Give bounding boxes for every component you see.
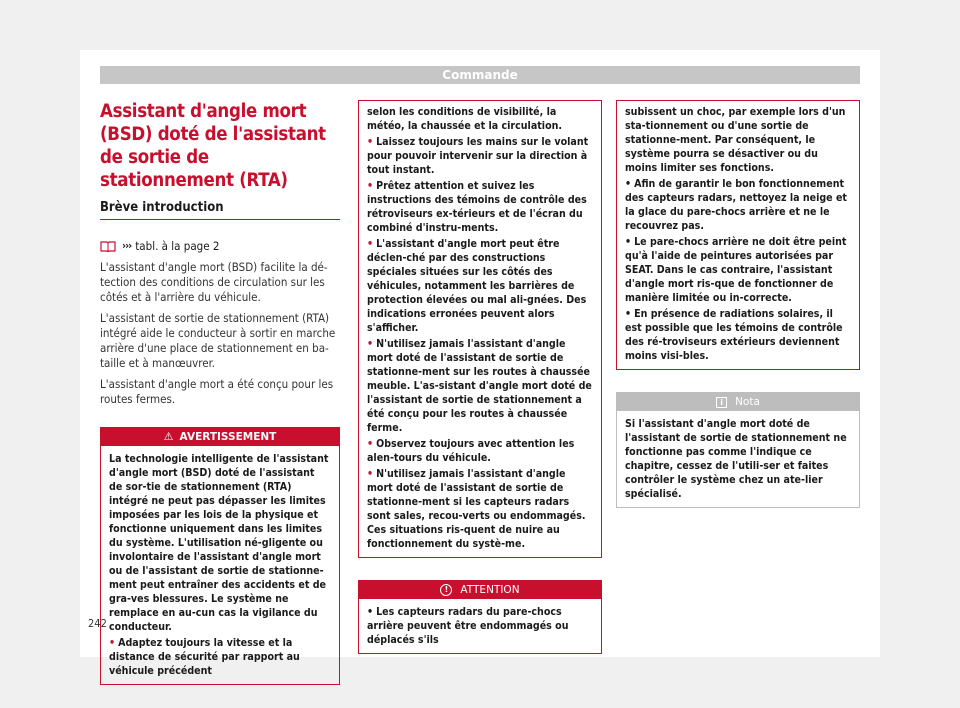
warning-triangle-icon: ⚠: [163, 430, 174, 443]
list-item-text: L'assistant d'angle mort peut être déclen-ché par des constructions spéciales situées sur les côtés des véhicules, notamment les barrières de protection élevées ou mal ali-gnées. Des indications erronées peuvent alors s'afficher.: [367, 238, 587, 334]
list-item: [367, 237, 593, 335]
paragraph: L'assistant de sortie de stationnement (RTA) intégré aide le conducteur à sortir en marche arrière d'une place de stationnement en ba-taille et à manœuvrer.: [100, 311, 336, 370]
attention-body: [617, 101, 859, 369]
warning-header: [101, 428, 339, 446]
list-item: [367, 467, 593, 551]
list-item-text: Prêtez attention et suivez les instructions des témoins de contrôle des rétroviseurs ex-térieurs et de l'écran du combiné d'instru-ments.: [367, 180, 587, 234]
list-item-text: Le pare-chocs arrière ne doit être peint qu'à l'aide de peintures autorisées par SEAT. Dans le cas contraire, l'assistant d'angle mort ris-que de fonctionner de manière limitée ou in-correcte.: [625, 236, 847, 304]
note-header: [617, 393, 859, 411]
column-3: [616, 100, 860, 508]
warning-box-continued: [358, 100, 602, 558]
column-1: [100, 100, 340, 685]
cross-reference[interactable]: [100, 238, 340, 254]
column-2: [358, 100, 602, 654]
section-subtitle: Brève introduction: [100, 200, 224, 215]
attention-box-continued: [616, 100, 860, 370]
info-icon: i: [716, 397, 727, 408]
list-item-text: N'utilisez jamais l'assistant d'angle mort doté de l'assistant de sortie de stationne-ment si les capteurs radars sont sales, recou-verts ou endommagés. Ces situations ris-quent de nuire au fonctionnement du systè-me.: [367, 468, 586, 550]
warning-body: [359, 101, 601, 557]
attention-header: [359, 581, 601, 599]
list-item-text: Observez toujours avec attention les alen-tours du véhicule.: [367, 438, 575, 464]
bullet-dot-icon: •: [109, 637, 116, 649]
warning-body: [101, 446, 339, 684]
paragraph: L'assistant d'angle mort a été conçu pour les routes fermes.: [100, 377, 334, 406]
note-body: [617, 411, 859, 507]
bullet-dot-icon: •: [367, 136, 374, 148]
list-item: [625, 235, 851, 305]
bullet-dot-icon: •: [625, 236, 632, 248]
bullet-dot-icon: •: [625, 308, 632, 320]
reference-text[interactable]: tabl. à la page 2: [135, 239, 220, 253]
attention-label: ATTENTION: [460, 584, 520, 596]
reference-arrows: ›››: [122, 239, 132, 252]
attention-circle-icon: !: [440, 584, 452, 596]
note-text: Si l'assistant d'angle mort doté de l'assistant de sortie de stationnement ne fonctionne pas comme l'indique ce chapitre, cessez de l'utili-ser et faites contrôler le système chez un ate-lier spécialisé.: [625, 418, 847, 500]
warning-box: [100, 427, 340, 685]
list-item-text: Afin de garantir le bon fonctionnement des capteurs radars, nettoyez la neige et la glace du pare-chocs arrière et ne le recouvrez pas.: [625, 178, 847, 232]
section-header: Commande: [100, 66, 860, 84]
bullet-dot-icon: •: [625, 178, 632, 190]
list-item: [367, 437, 593, 465]
warning-continuation: selon les conditions de visibilité, la météo, la chaussée et la circulation.: [367, 106, 563, 132]
list-item: [625, 307, 851, 363]
bullet-dot-icon: •: [367, 180, 374, 192]
list-item: [367, 605, 593, 647]
attention-body: [359, 599, 601, 653]
list-item-text: En présence de radiations solaires, il est possible que les témoins de contrôle des ré-troviseurs extérieurs deviennent moins visi-bles.: [625, 308, 843, 362]
list-item: [625, 177, 851, 233]
attention-box: [358, 580, 602, 654]
bullet-dot-icon: •: [367, 468, 374, 480]
list-item-text: N'utilisez jamais l'assistant d'angle mort doté de l'assistant de sortie de stationne-ment sur les routes à chaussée meuble. L'as-sistant d'angle mort doté de l'assistant de sortie de stationnement a été conçu pour les routes à chaussée ferme.: [367, 338, 592, 434]
bullet-dot-icon: •: [367, 438, 374, 450]
list-item: [109, 636, 331, 678]
page-number: 242: [88, 617, 107, 630]
note-label: Nota: [735, 396, 760, 408]
warning-label: AVERTISSEMENT: [179, 431, 277, 443]
book-icon: [100, 240, 116, 252]
bullet-dot-icon: •: [367, 606, 374, 618]
list-item-text: Adaptez toujours la vitesse et la distance de sécurité par rapport au véhicule précédent: [109, 637, 300, 677]
subtitle-divider: [100, 219, 340, 220]
warning-text: La technologie intelligente de l'assistant d'angle mort (BSD) doté de l'assistant de sor-tie de stationnement (RTA) intégré ne peut pas dépasser les limites imposées par les lois de la physique et fonctionne uniquement dans les limites du système. L'utilisation né-gligente ou involontaire de l'assistant d'angle mort ou de l'assistant de sortie de stationne-ment peut entraîner des accidents et de gra-ves blessures. Le système ne remplace en au-cun cas la vigilance du conducteur.: [109, 453, 329, 633]
list-item: [367, 135, 593, 177]
attention-continuation: subissent un choc, par exemple lors d'un sta-tionnement ou d'une sortie de stationne-ment. Par conséquent, le système pourra se désactiver ou du moins limiter ses fonctions.: [625, 106, 846, 174]
list-item-text: Laissez toujours les mains sur le volant pour pouvoir intervenir sur la direction à tout instant.: [367, 136, 589, 176]
bullet-dot-icon: •: [367, 238, 374, 250]
paragraph: L'assistant d'angle mort (BSD) facilite la dé-tection des conditions de circulation sur les côtés et à l'arrière du véhicule.: [100, 260, 328, 304]
list-item: [367, 179, 593, 235]
page-title: Assistant d'angle mort (BSD) doté de l'assistant de sortie de stationnement (RTA): [100, 101, 326, 191]
note-box: [616, 392, 860, 508]
list-item: [367, 337, 593, 435]
bullet-dot-icon: •: [367, 338, 374, 350]
list-item-text: Les capteurs radars du pare-chocs arrière peuvent être endommagés ou déplacés s'ils: [367, 606, 569, 646]
